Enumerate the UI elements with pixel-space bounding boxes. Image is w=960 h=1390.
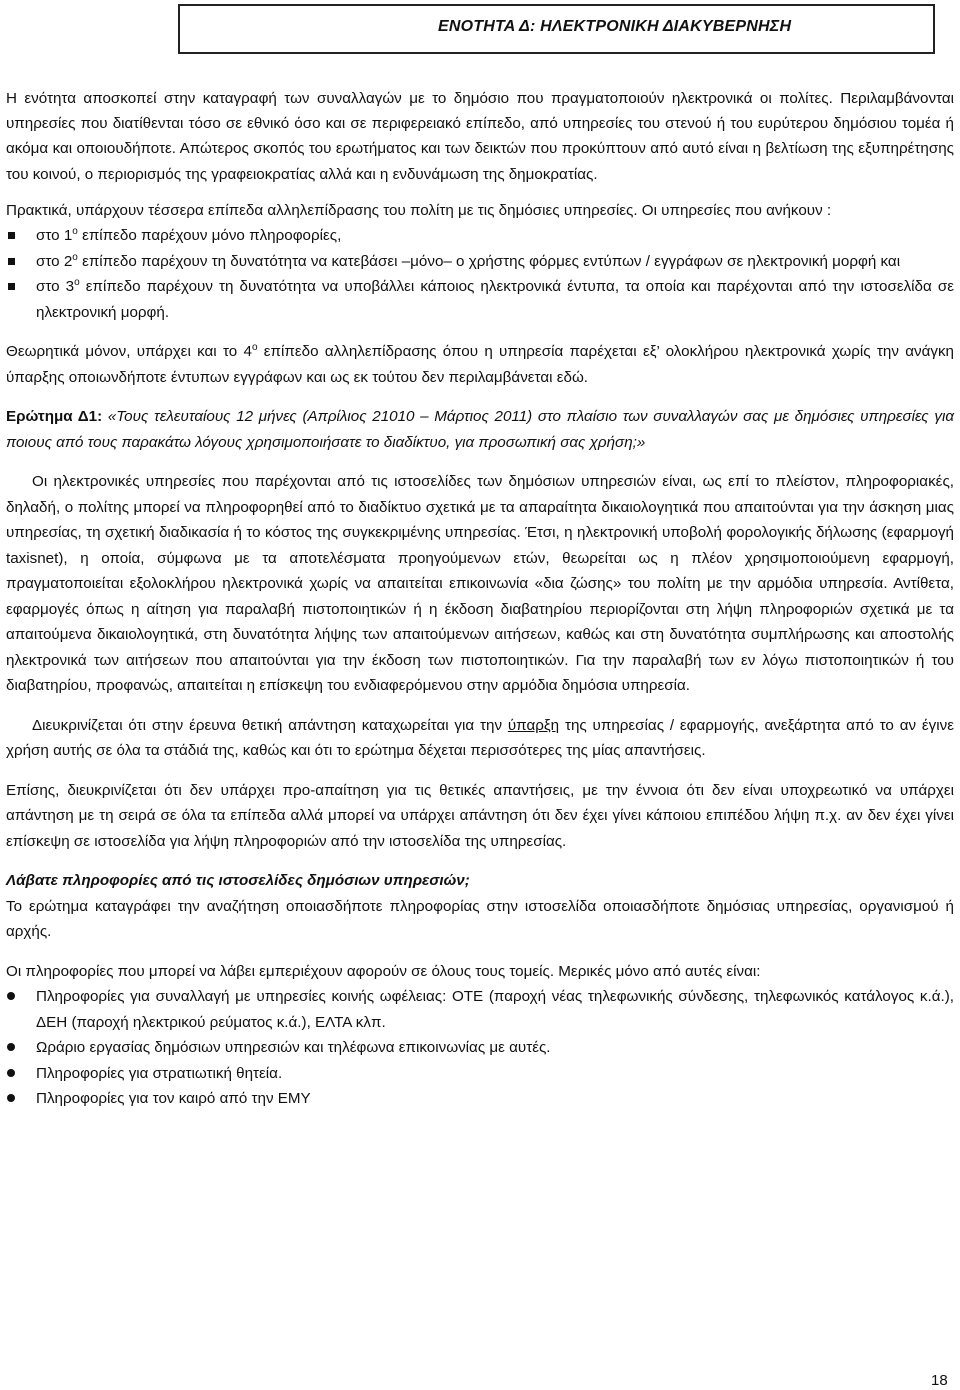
page-number: 18 bbox=[931, 1372, 948, 1389]
question-paragraph bbox=[6, 404, 954, 455]
section-title: ΕΝΟΤΗΤΑ Δ: ΗΛΕΚΤΡΟΝΙΚΗ ΔΙΑΚΥΒΕΡΝΗΣΗ bbox=[438, 18, 792, 35]
round-bullet-icon bbox=[7, 1043, 15, 1051]
round-bullet-icon bbox=[7, 992, 15, 1000]
question-text: «Τους τελευταίους 12 μήνες (Απρίλιος 21010 – Μάρτιος 2011) στο πλαίσιο των συναλλαγών σας με δημόσιες υπηρεσίες για ποιους από τους παρακάτω λόγους χρησιμοποιήσατε το διαδίκτυο, για προσωπική σας χρήση;» bbox=[6, 408, 954, 451]
document-body bbox=[6, 86, 954, 1112]
square-bullet-icon bbox=[8, 258, 15, 265]
square-bullet-icon bbox=[8, 232, 15, 239]
body-paragraph-services: Οι ηλεκτρονικές υπηρεσίες που παρέχονται από τις ιστοσελίδες των δημόσιων υπηρεσιών είναι, ως επί το πλείστον, πληροφοριακές, δηλαδή, ο πολίτης μπορεί να πληροφορηθεί από το διαδίκτυο σχετικά με τα απαραίτητα δικαιολογητικά που απαιτούνται για την άσκηση μιας υπηρεσίας, τη σχετική διαδικασία ή το κόστος της συγκεκριμένης υπηρεσίας. Έτσι, η ηλεκτρονική υποβολή φορολογικής δήλωσης (εφαρμογή taxisnet), η οποία, σύμφωνα με τα αποτελέσματα προηγούμενων ετών, θεωρείται ως η πλέον χρησιμοποιούμενη εφαρμογή, πραγματοποιείται εξολοκλήρου ηλεκτρονικά χωρίς να απαιτείται επικοινωνία «δια ζώσης» του πολίτη με την αρμόδια υπηρεσία. Αντίθετα, εφαρμογές όπως η αίτηση για παραλαβή πιστοποιητικών ή η έκδοση διαβατηρίου περιορίζονται στη λήψη πληροφοριών σχετικά με τα απαιτούμενα δικαιολογητικά, στη δυνατότητα λήψης των απαιτούμενων αιτήσεων, καθώς και στη δυνατότητα συμπλήρωσης και αποστολής ηλεκτρονικά των αιτήσεων που απαιτούνται για την έκδοση των πιστοποιητικών. Για την παραλαβή των εν λόγω πιστοποιητικών ή του διαβατηρίου, προφανώς, απαιτείται η επίσκεψη του ενδιαφερόμενου στην αρμόδια δημόσια υπηρεσία. bbox=[6, 473, 954, 695]
example-item: Πληροφορίες για συναλλαγή με υπηρεσίες κοινής ωφέλειας: ΟΤΕ (παροχή νέας τηλεφωνικής σύνδεσης, τηλεφωνικός κατάλογος κ.ά.), ΔΕΗ (παροχή ηλεκτρικού ρεύματος κ.ά.), ΕΛΤΑ κλπ. bbox=[6, 984, 954, 1035]
examples-list bbox=[6, 984, 954, 1112]
square-bullet-icon bbox=[8, 283, 15, 290]
info-section-text: Το ερώτημα καταγράφει την αναζήτηση οποιασδήποτε πληροφορίας στην ιστοσελίδα οποιασδήποτε δημόσιας υπηρεσίας, οργανισμού ή αρχής. bbox=[6, 897, 954, 941]
round-bullet-icon bbox=[7, 1069, 15, 1077]
info-section-heading: Λάβατε πληροφορίες από τις ιστοσελίδες δημόσιων υπηρεσιών; bbox=[6, 872, 470, 890]
theoretical-paragraph: Θεωρητικά μόνον, υπάρχει και το $4^o$ επίπεδο αλληλεπίδρασης όπου η υπηρεσία παρέχεται εξ’ ολοκλήρου ηλεκτρονικά χωρίς την ανάγκη ύπαρξης οποιωνδήποτε έντυπων εγγράφων και ως εκ τούτου δεν περιλαμβάνεται εδώ. bbox=[6, 342, 954, 386]
body-paragraph-prerequisite: Επίσης, διευκρινίζεται ότι δεν υπάρχει προ-απαίτηση για τις θετικές απαντήσεις, με την έννοια ότι δεν είναι υποχρεωτικό να υπάρχει απάντηση με τη σειρά σε όλα τα επίπεδα αλλά μπορεί να υπάρχει απάντηση ότι δεν έχει γίνει κάποιου επιπέδου λήψη π.χ. αν δεν έχει γίνει επίσκεψη σε ιστοσελίδα για λήψη πληροφοριών από την ιστοσελίδα της υπηρεσίας. bbox=[6, 781, 954, 850]
round-bullet-icon bbox=[7, 1094, 15, 1102]
intro-paragraph: Η ενότητα αποσκοπεί στην καταγραφή των συναλλαγών με το δημόσιο που πραγματοποιούν ηλεκτρονικά οι πολίτες. Περιλαμβάνονται υπηρεσίες που διατίθενται τόσο σε εθνικό όσο και σε περιφερειακό επίπεδο, από υπηρεσίες του στενού ή του ευρύτερου δημόσιου τομέα ή ακόμα και οποιουδήποτε. Απώτερος σκοπός του ερωτήματος και των δεικτών που προκύπτουν από αυτό είναι η βελτίωση της εξυπηρέτησης του κοινού, ο περιορισμός της γραφειοκρατίας αλλά και η ενδυνάμωση της δημοκρατίας. bbox=[6, 90, 954, 183]
example-item: Ωράριο εργασίας δημόσιων υπηρεσιών και τηλέφωνα επικοινωνίας με αυτές. bbox=[6, 1035, 954, 1061]
body-paragraph-clarification: Διευκρινίζεται ότι στην έρευνα θετική απάντηση καταχωρείται για την ύπαρξη της υπηρεσίας / εφαρμογής, ανεξάρτητα από το αν έγινε χρήση αυτής σε όλα τα στάδιά της, καθώς και ότι το ερώτημα δέχεται περισσότερες της μίας απαντήσεις. bbox=[6, 716, 954, 760]
levels-lead-paragraph: Πρακτικά, υπάρχουν τέσσερα επίπεδα αλληλεπίδρασης του πολίτη με τις δημόσιες υπηρεσίες. Οι υπηρεσίες που ανήκουν : bbox=[6, 201, 832, 219]
examples-lead-paragraph: Οι πληροφορίες που μπορεί να λάβει εμπεριέχουν αφορούν σε όλους τους τομείς. Μερικές μόνο από αυτές είναι: bbox=[6, 962, 761, 980]
level-item: στο $3^o$ επίπεδο παρέχουν τη δυνατότητα να υποβάλλει κάποιος ηλεκτρονικά έντυπα, τα οποία και παρέχονται από την ιστοσελίδα σε ηλεκτρονική μορφή. bbox=[6, 274, 954, 325]
section-title-box bbox=[178, 4, 935, 54]
example-item: Πληροφορίες για στρατιωτική θητεία. bbox=[6, 1061, 954, 1087]
level-item: στο $2^o$ επίπεδο παρέχουν τη δυνατότητα να κατεβάσει –μόνο– ο χρήστης φόρμες εντύπων / εγγράφων σε ηλεκτρονική μορφή και bbox=[6, 249, 954, 275]
example-item: Πληροφορίες για τον καιρό από την ΕΜΥ bbox=[6, 1086, 954, 1112]
levels-list bbox=[6, 223, 954, 325]
question-label: Ερώτημα Δ1: bbox=[6, 408, 103, 426]
level-item: στο $1^o$ επίπεδο παρέχουν μόνο πληροφορίες, bbox=[6, 223, 954, 249]
